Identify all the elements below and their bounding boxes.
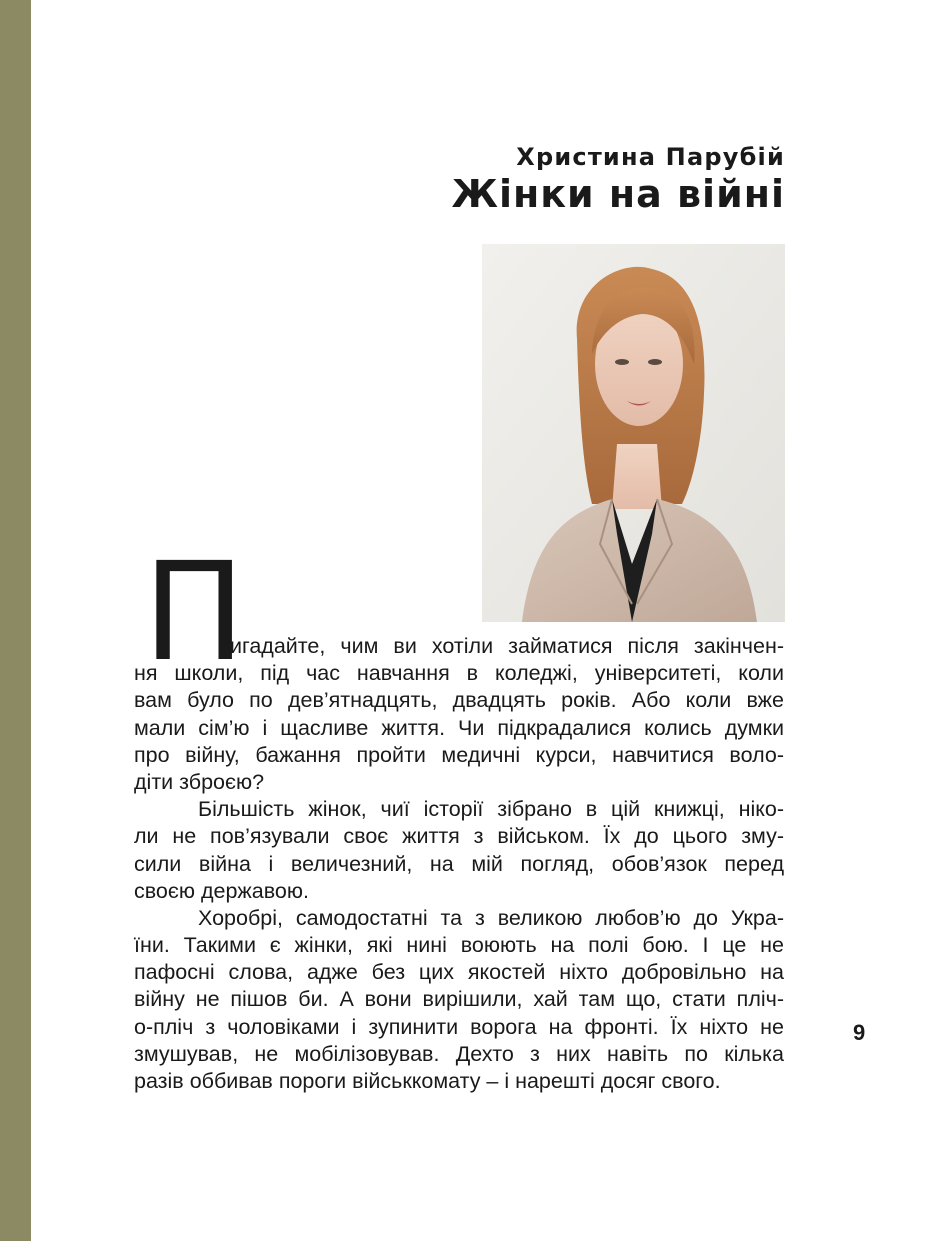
text-line: своєю державою. bbox=[134, 878, 309, 903]
author-portrait bbox=[482, 244, 785, 622]
chapter-header bbox=[451, 142, 785, 216]
text-line: змушував, не мобілізовував. Дехто з них навіть по кілька bbox=[134, 1041, 784, 1066]
text-line: разів оббивав пороги військкомату – і нарешті досяг свого. bbox=[134, 1069, 721, 1093]
paragraph-2 bbox=[134, 796, 784, 905]
text-line: війну не пішов би. А вони вирішили, хай там що, стати пліч- bbox=[134, 987, 784, 1012]
text-line: діти зброєю? bbox=[134, 769, 265, 794]
author-name: Христина Парубій bbox=[516, 143, 785, 171]
author-portrait-photo-icon bbox=[482, 244, 785, 622]
side-color-stripe bbox=[0, 0, 31, 1241]
paragraph-1 bbox=[134, 633, 784, 796]
body-text bbox=[134, 633, 784, 1095]
text-line: вам було по дев’ятнадцять, двадцять років. Або коли вже bbox=[134, 688, 784, 713]
text-line: пафосні слова, адже без цих якостей ніхто добровільно на bbox=[134, 960, 784, 985]
text-line: про війну, бажання пройти медичні курси, навчитися воло- bbox=[134, 742, 784, 767]
text-line: Хоробрі, самодостатні та з великою любов’ю до Укра- bbox=[198, 905, 784, 930]
page-number: 9 bbox=[853, 1020, 866, 1045]
text-line: Більшість жінок, чиї історії зібрано в цій книжці, ніко- bbox=[198, 797, 784, 822]
text-line: о-пліч з чоловіками і зупинити ворога на фронті. Їх ніхто не bbox=[134, 1014, 784, 1039]
drop-cap-letter: П bbox=[143, 534, 244, 692]
chapter-title: Жінки на війні bbox=[451, 172, 785, 216]
text-line: ли не пов’язували своє життя з військом. Їх до цього зму- bbox=[134, 824, 784, 849]
text-line: ня школи, під час навчання в коледжі, університеті, коли bbox=[134, 661, 784, 686]
text-line: ригадайте, чим ви хотіли займатися після закінчен- bbox=[218, 634, 784, 658]
text-line: мали сім’ю і щасливе життя. Чи підкрадалися колись думки bbox=[134, 715, 784, 740]
text-line: сили війна і величезний, на мій погляд, обов’язок перед bbox=[134, 851, 784, 876]
text-line: їни. Такими є жінки, які нині воюють на полі бою. І це не bbox=[134, 933, 784, 958]
paragraph-3 bbox=[134, 905, 784, 1095]
